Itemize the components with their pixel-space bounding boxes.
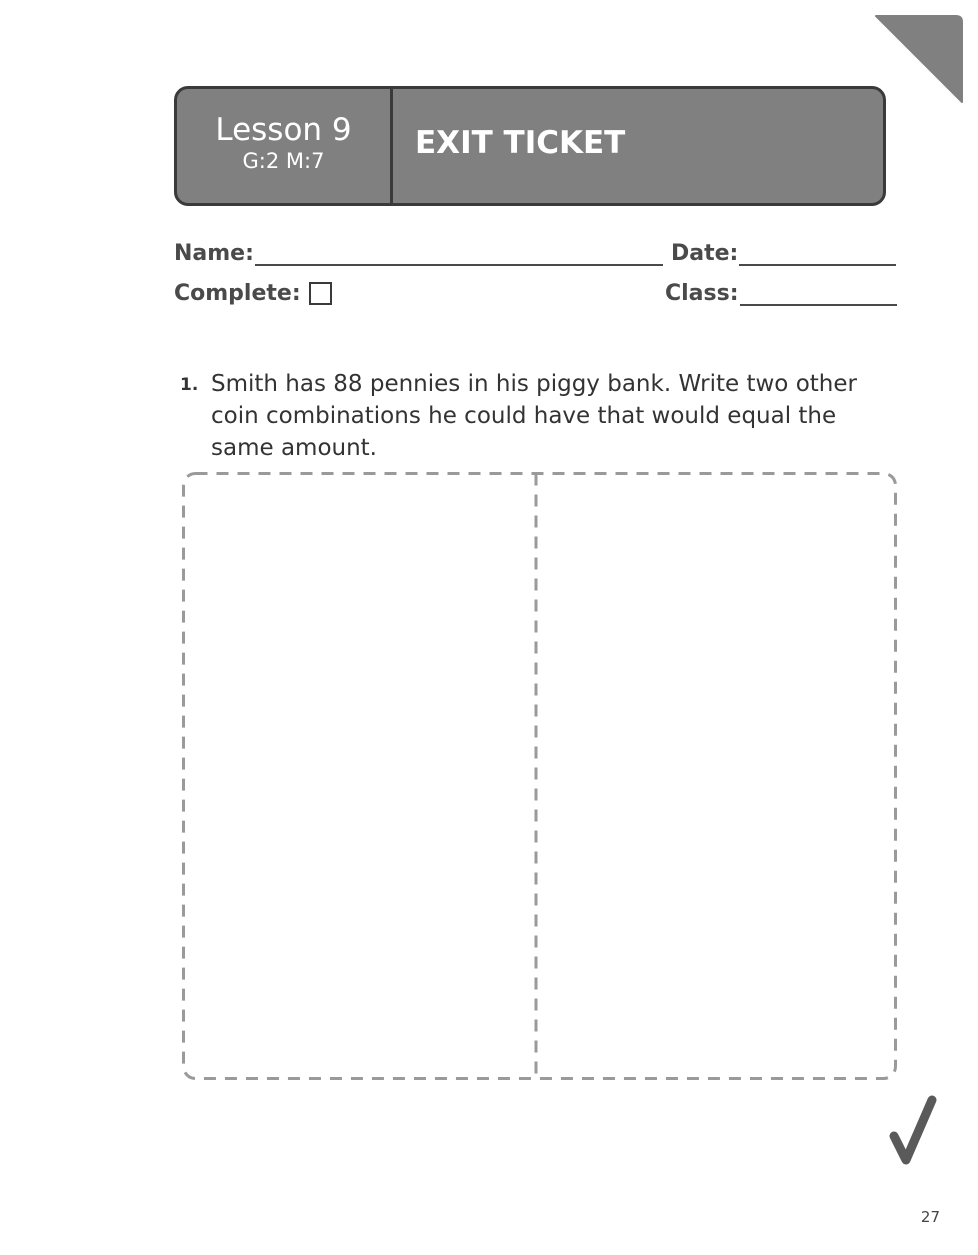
lesson-code: G:2 M:7 [242, 149, 325, 173]
lesson-label-cell [177, 89, 393, 203]
date-field[interactable] [671, 236, 896, 266]
class-label: Class: [665, 281, 739, 306]
question-1 [180, 368, 870, 464]
complete-field[interactable] [174, 276, 332, 306]
name-line[interactable] [255, 242, 663, 266]
date-label: Date: [671, 241, 739, 266]
lesson-title: Lesson 9 [215, 112, 352, 148]
checkmark-icon [886, 1092, 940, 1166]
exit-ticket-cell [393, 89, 883, 203]
answer-box-outline [184, 474, 896, 1079]
lesson-header [174, 86, 886, 206]
page-number: 27 [920, 1208, 940, 1226]
complete-checkbox[interactable] [309, 282, 332, 305]
name-field[interactable] [174, 236, 663, 266]
complete-label: Complete: [174, 281, 301, 306]
complete-class-row [174, 276, 890, 306]
name-label: Name: [174, 241, 254, 266]
exit-ticket-title: EXIT TICKET [415, 125, 626, 161]
name-date-row [174, 236, 890, 266]
class-field[interactable] [665, 276, 897, 306]
corner-triangle-icon [874, 14, 964, 104]
class-line[interactable] [740, 282, 897, 306]
question-text: Smith has 88 pennies in his piggy bank. Write two other coin combinations he could have that would equal the same amount. [211, 371, 857, 461]
answer-area[interactable] [182, 472, 897, 1080]
question-number: 1. [180, 375, 199, 395]
date-line[interactable] [739, 242, 896, 266]
